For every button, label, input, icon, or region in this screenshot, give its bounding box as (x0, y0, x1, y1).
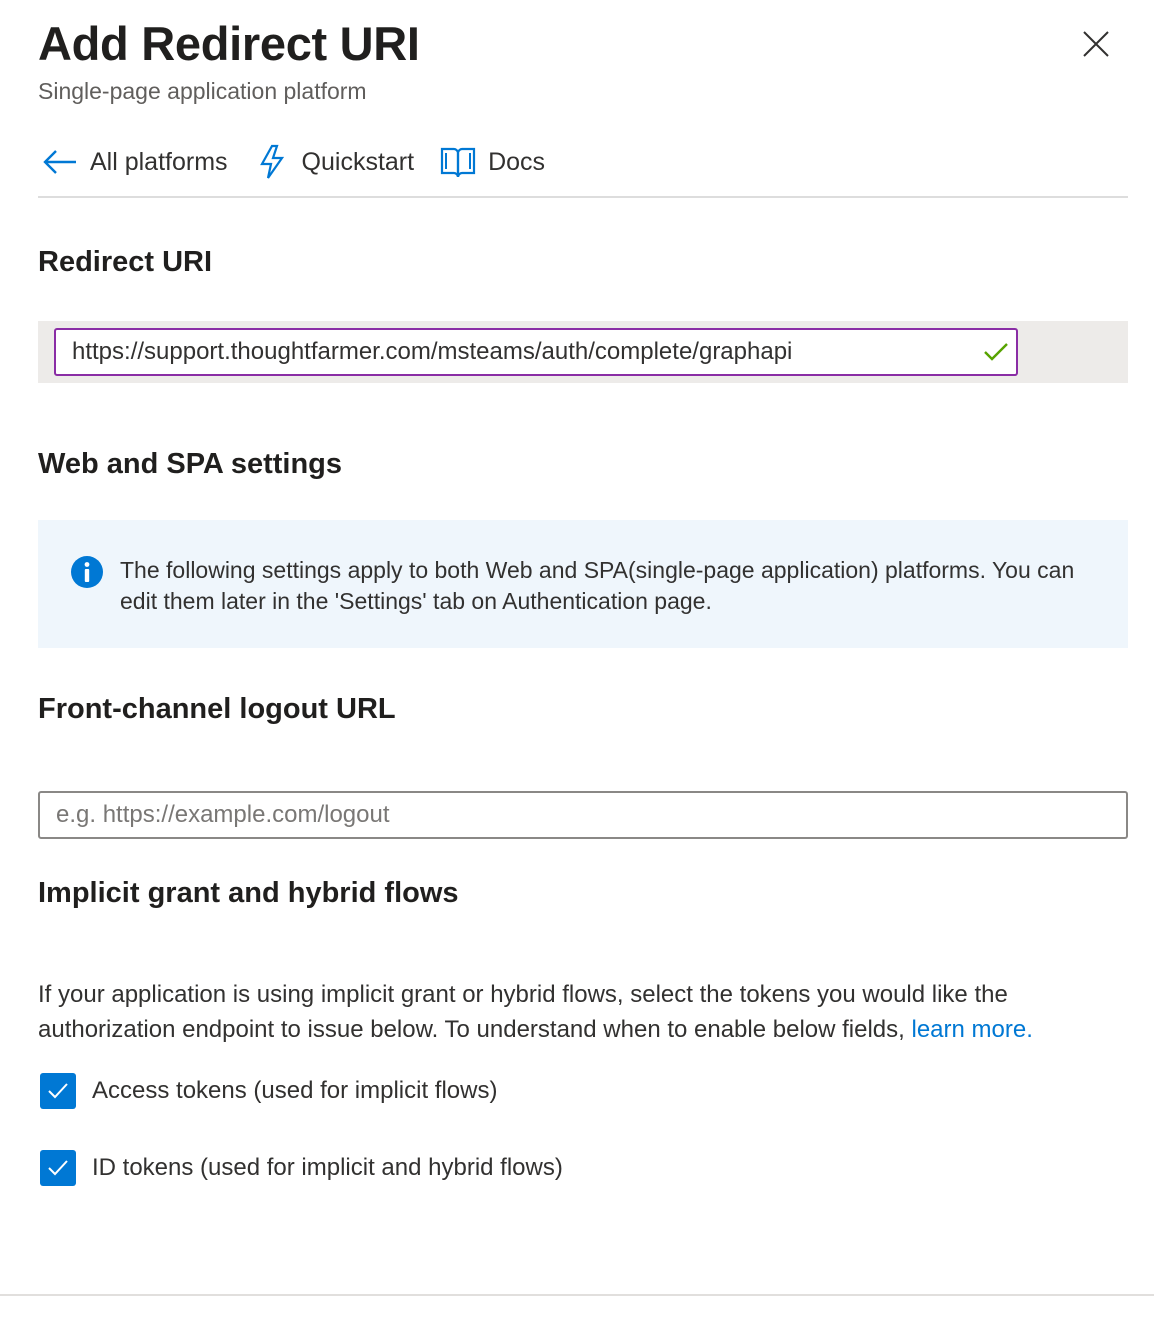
close-button[interactable] (1076, 24, 1116, 64)
checkmark-icon (47, 1082, 69, 1100)
all-platforms-label: All platforms (90, 147, 228, 176)
header-divider (38, 196, 1128, 198)
implicit-grant-heading: Implicit grant and hybrid flows (38, 877, 459, 909)
logout-url-input[interactable] (38, 791, 1128, 839)
web-spa-heading: Web and SPA settings (38, 448, 343, 480)
access-tokens-label: Access tokens (used for implicit flows) (92, 1077, 498, 1104)
all-platforms-button[interactable] (38, 138, 228, 186)
panel-title: Add Redirect URI (38, 17, 420, 70)
implicit-grant-description (38, 977, 1138, 1047)
close-icon (1082, 30, 1110, 58)
panel-subtitle: Single-page application platform (38, 78, 367, 104)
info-message-bar (38, 520, 1128, 648)
quickstart-label: Quickstart (301, 147, 415, 176)
access-tokens-checkbox-row[interactable] (40, 1073, 497, 1109)
checkmark-icon (47, 1159, 69, 1177)
docs-label: Docs (488, 147, 546, 176)
id-tokens-checkbox[interactable] (40, 1150, 76, 1186)
book-icon (436, 142, 480, 182)
redirect-uri-heading: Redirect URI (38, 246, 213, 278)
info-icon (71, 556, 103, 588)
learn-more-link[interactable]: learn more. (911, 1016, 1033, 1043)
lightning-icon (250, 142, 294, 182)
command-bar (38, 138, 567, 186)
checkmark-icon (976, 342, 1016, 362)
id-tokens-checkbox-row[interactable] (40, 1150, 563, 1186)
footer-divider (0, 1294, 1154, 1296)
redirect-uri-value[interactable]: https://support.thoughtfarmer.com/msteams/auth/complete/graphapi (72, 338, 793, 365)
back-arrow-icon (38, 142, 82, 182)
docs-button[interactable] (436, 138, 545, 186)
quickstart-button[interactable] (250, 138, 415, 186)
info-message-text: The following settings apply to both Web and SPA(single-page application) platforms. You can edit them later in the 'Settings' tab on Authentication page. (120, 557, 1075, 614)
implicit-grant-description-text: If your application is using implicit grant or hybrid flows, select the tokens you would like the authorization endpoint to issue below. To understand when to enable below fields, (38, 981, 1008, 1043)
id-tokens-label: ID tokens (used for implicit and hybrid flows) (92, 1154, 563, 1181)
redirect-uri-input[interactable] (54, 328, 1018, 376)
redirect-uri-row (38, 321, 1128, 383)
logout-url-heading: Front-channel logout URL (38, 693, 396, 725)
access-tokens-checkbox[interactable] (40, 1073, 76, 1109)
